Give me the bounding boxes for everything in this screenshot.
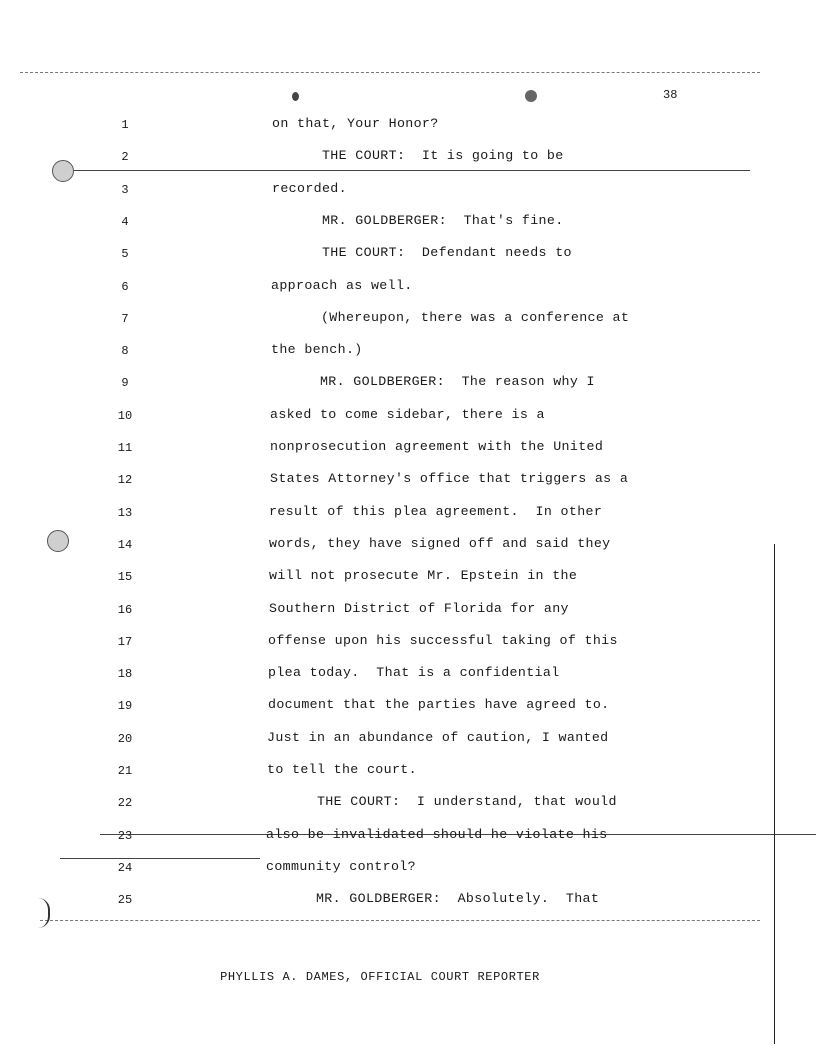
line-number: 17 [117,634,133,649]
reporter-footer: PHYLLIS A. DAMES, OFFICIAL COURT REPORTER [220,970,540,984]
rule-under-line-23 [60,858,260,859]
line-text: MR. GOLDBERGER: That's fine. [272,212,564,228]
line-number: 22 [117,796,133,811]
ink-mark-top-center [525,90,537,102]
line-text: States Attorney's office that triggers as a [270,471,629,487]
line-number: 25 [117,893,133,908]
line-number: 13 [117,505,133,520]
line-text: approach as well. [271,277,413,293]
line-text: recorded. [272,180,347,196]
line-text: Just in an abundance of caution, I wanted [267,729,609,745]
line-number: 11 [117,441,133,455]
line-text: THE COURT: Defendant needs to [272,245,572,261]
line-text: result of this plea agreement. In other [269,503,603,519]
line-text: words, they have signed off and said they [269,535,611,551]
line-number: 14 [117,537,133,552]
line-number: 8 [121,344,129,359]
line-number: 9 [121,376,129,391]
strike-rule-line-2 [60,170,750,171]
line-number: 15 [117,570,133,585]
line-number: 1 [121,118,129,132]
line-number: 16 [117,602,133,617]
hole-punch-middle [47,530,69,552]
line-number: 24 [117,860,133,875]
line-text: THE COURT: It is going to be [272,148,564,164]
line-text: also be invalidated should he violate his [266,826,608,842]
page-number: 38 [663,88,678,102]
line-number: 10 [117,408,133,423]
line-number: 7 [121,311,129,326]
bracket-mark [36,898,50,928]
line-number: 23 [117,828,133,843]
line-number: 20 [117,731,133,746]
line-number: 2 [121,150,129,165]
line-number: 18 [117,667,133,682]
line-number: 4 [121,214,129,229]
line-text: asked to come sidebar, there is a [270,406,545,422]
bottom-dashed-rule [40,920,760,921]
top-dashed-rule [20,72,760,73]
line-text: (Whereupon, there was a conference at [271,309,630,325]
line-text: THE COURT: I understand, that would [267,794,617,810]
line-number: 21 [117,764,133,778]
line-text: community control? [266,858,416,874]
right-margin-line [774,544,775,1044]
line-number: 3 [121,182,129,197]
line-text: to tell the court. [267,762,417,777]
ink-mark-top-left [292,92,299,101]
line-number: 6 [121,279,129,294]
line-text: will not prosecute Mr. Epstein in the [269,568,578,584]
line-text: plea today. That is a confidential [268,665,560,681]
line-text: nonprosecution agreement with the United [270,439,604,454]
line-text: document that the parties have agreed to. [268,697,610,713]
line-number: 5 [121,247,129,262]
line-number: 19 [117,699,133,714]
hole-punch-top [52,160,74,182]
line-text: MR. GOLDBERGER: Absolutely. That [266,891,600,907]
line-text: on that, Your Honor? [272,116,439,131]
line-text: MR. GOLDBERGER: The reason why I [270,374,595,390]
line-text: the bench.) [271,342,363,358]
line-number: 12 [117,473,133,488]
line-text: Southern District of Florida for any [269,600,569,616]
line-text: offense upon his successful taking of this [268,632,618,648]
